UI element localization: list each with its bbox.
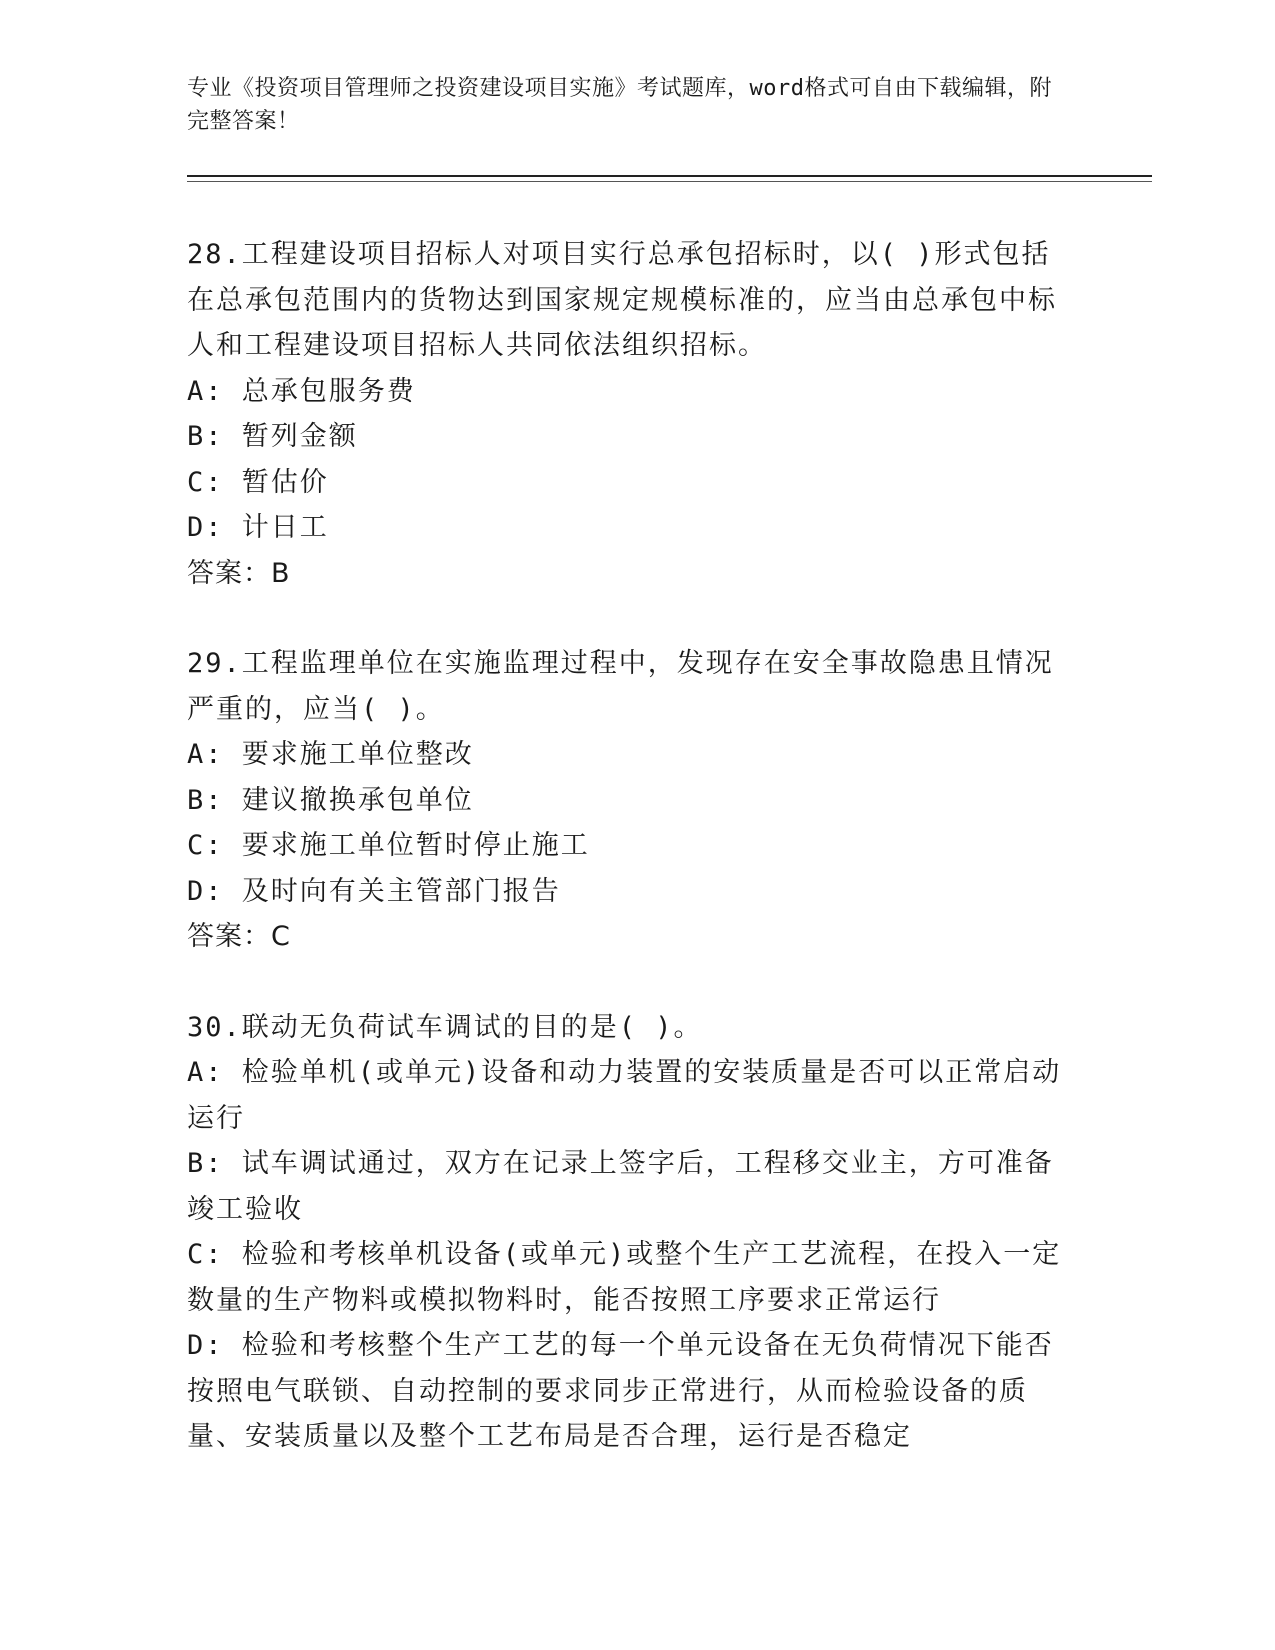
option-b: B: 建议撤换承包单位 <box>187 784 474 816</box>
header-divider-thick <box>187 175 1152 177</box>
header-text: 专业《投资项目管理师之投资建设项目实施》考试题库，word格式可自由下载编辑，附完整答案！ <box>187 76 1052 134</box>
question-list <box>187 232 1072 1505</box>
question-item-28 <box>187 232 1072 596</box>
question-stem: 28.工程建设项目招标人对项目实行总承包招标时，以( )形式包括在总承包范围内的货物达到国家规定规模标准的，应当由总承包中标人和工程建设项目招标人共同依法组织招标。 <box>187 239 1057 361</box>
question-item-29 <box>187 641 1072 960</box>
option-a: A: 要求施工单位整改 <box>187 739 474 770</box>
option-c: C: 要求施工单位暂时停止施工 <box>187 830 590 861</box>
option-b: B: 试车调试通过，双方在记录上签字后，工程移交业主，方可准备竣工验收 <box>187 1148 1054 1225</box>
question-stem: 30.联动无负荷试车调试的目的是( )。 <box>187 1011 703 1043</box>
question-stem: 29.工程监理单位在实施监理过程中，发现存在安全事故隐患且情况严重的，应当( )。 <box>187 648 1054 725</box>
answer-label: 答案：B <box>187 557 291 589</box>
header-divider-thin <box>187 181 1152 182</box>
option-d: D: 及时向有关主管部门报告 <box>187 875 561 907</box>
answer-label: 答案：C <box>187 921 291 952</box>
question-item-30 <box>187 1005 1072 1460</box>
option-c: C: 暂估价 <box>187 466 329 498</box>
option-a: A: 检验单机(或单元)设备和动力装置的安装质量是否可以正常启动运行 <box>187 1057 1062 1134</box>
option-c: C: 检验和考核单机设备(或单元)或整个生产工艺流程，在投入一定数量的生产物料或模拟物料时，能否按照工序要求正常运行 <box>187 1239 1062 1316</box>
option-d: D: 检验和考核整个生产工艺的每一个单元设备在无负荷情况下能否按照电气联锁、自动控制的要求同步正常进行，从而检验设备的质量、安装质量以及整个工艺布局是否合理，运行是否稳定 <box>187 1330 1054 1452</box>
option-d: D: 计日工 <box>187 512 329 543</box>
option-a: A: 总承包服务费 <box>187 375 416 407</box>
option-b: B: 暂列金额 <box>187 421 358 452</box>
